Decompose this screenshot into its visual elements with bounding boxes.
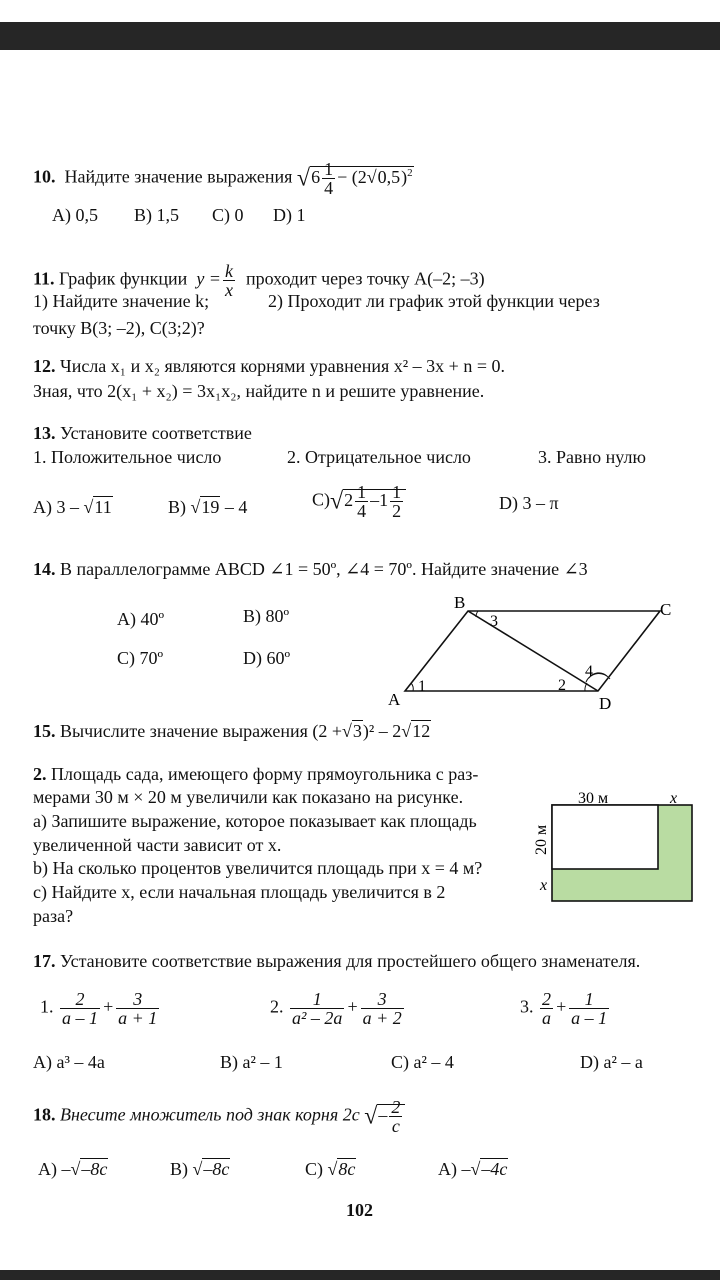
q17-title: 17. Установите соответствие выражения для простейшего общего знаменателя. [33,951,641,971]
angle-4-label: 4 [585,663,593,680]
q17-answer-a: A) a³ – 4a [33,1052,105,1072]
q14-answer-a: A) 40º [117,609,165,629]
q14-answer-b: B) 80º [243,606,290,626]
q11-line3: точку B(3; –2), C(3;2)? [33,318,205,338]
q18-answer-b: B) √–8c [170,1159,230,1179]
q13-answer-b: B) √19 – 4 [168,497,248,517]
q17-answer-d: D) a² – a [580,1052,643,1072]
x-top-label: x [670,790,678,807]
q13-title: 13. Установите соответствие [33,423,252,443]
q18-answer-c: C) √8c [305,1159,356,1179]
q17-answer-c: C) a² – 4 [391,1052,454,1072]
q14-answer-c: C) 70º [117,648,164,668]
vertex-a: A [388,690,401,709]
q18-answer-a: A) –√–8c [38,1159,108,1179]
parallelogram-figure [380,590,700,720]
x-left-label: x [540,877,548,894]
q12-line1: 12. Числа x₁ и x₂ являются корнями уравнения x² – 3x + n = 0. [33,356,505,376]
q17-expr-3: 3. $\frac{2}{a}$ + $\frac{1}{a - 1}$ [520,989,608,1028]
q18-line: 18. Внесите множитель под знак корня 2c √– $\frac{2}{c}$ [33,1098,405,1135]
original-garden-area [552,805,658,869]
q11-line2b: 2) Проходит ли график этой функции через [268,291,600,311]
q2-line1: 2. Площадь сада, имеющего форму прямоугольника с раз- [33,764,479,784]
q2-line2: мерами 30 м × 20 м увеличили как показано на рисунке. [33,787,464,807]
q13-answer-a: A) 3 – √11 [33,497,112,517]
q2-line5: b) На сколько процентов увеличится площадь при x = 4 м? [33,858,483,878]
angle-1-label: 1 [418,678,426,695]
angle-2-label: 2 [558,677,566,694]
q11-line1: 11. График функции y = $\frac{k}{x}$ проходит через точку A(–2; –3) [33,261,485,300]
q10-answer-c: C) 0 [212,205,244,225]
q13-answer-c: C)√2 $\frac{1}{4}$ –1 $\frac{1}{2}$ [312,483,406,520]
q13-cat1: 1. Положительное число [33,447,222,467]
q2-line6: c) Найдите x, если начальная площадь увеличится в 2 [33,882,446,902]
q14-answer-d: D) 60º [243,648,291,668]
q12-line2: Зная, что 2(x₁ + x₂) = 3x₁x₂, найдите n и решите уравнение. [33,381,485,401]
q11-line2a: 1) Найдите значение k; [33,291,210,311]
q17-expr-1: 1. $\frac{2}{a - 1}$ + $\frac{3}{a + 1}$ [40,989,158,1028]
q13-answer-d: D) 3 – π [499,493,559,513]
q10-answer-a: A) 0,5 [52,205,98,225]
q15-line: 15. Вычислите значение выражения (2 +√3)² – 2√12 [33,721,431,741]
vertex-d: D [599,694,612,713]
bottom-bar [0,1270,720,1280]
vertex-b: B [454,593,466,612]
q13-cat3: 3. Равно нулю [538,447,646,467]
angle-2-arc [585,683,587,691]
q13-cat2: 2. Отрицательное число [287,447,471,467]
q14-title: 14. В параллелограмме ABCD ∠1 = 50º, ∠4 = 70º. Найдите значение ∠3 [33,559,588,579]
height-label: 20 м [533,824,550,855]
q18-answer-d: A) –√–4c [438,1159,508,1179]
diagonal-bd [468,611,598,691]
q17-answer-b: B) a² – 1 [220,1052,283,1072]
q2-line3: a) Запишите выражение, которое показывает как площадь [33,811,477,831]
garden-figure [528,785,700,910]
angle-1-arc [411,683,413,691]
q2-line7: раза? [33,906,74,926]
q2-line4: увеличенной части зависит от x. [33,835,282,855]
q10-answer-d: D) 1 [273,205,306,225]
q10-answer-b: B) 1,5 [134,205,179,225]
page-number: 102 [346,1200,373,1220]
q10-line: 10. Найдите значение выражения √6 $\frac{1}{4}$ − $(2√0,5)^2$ [33,159,413,198]
angle-3-label: 3 [490,613,498,630]
width-label: 30 м [578,790,609,807]
vertex-c: C [660,600,672,619]
q17-expr-2: 2. $\frac{1}{\text{a² – 2a}}$ + $\frac{3}{a + 2}$ [270,989,402,1028]
